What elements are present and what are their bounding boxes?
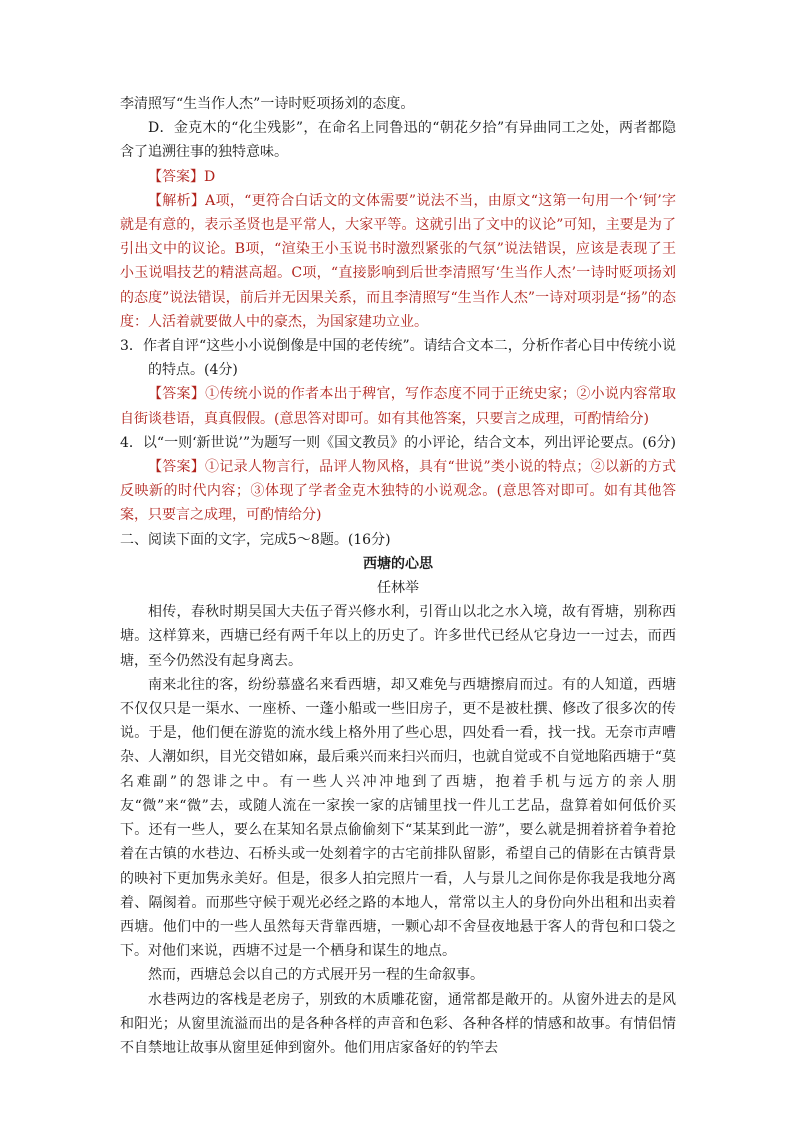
paragraph-continuation: 李清照写“生当作人杰”一诗时贬项扬刘的态度。 xyxy=(120,96,415,112)
answer-3: 【答案】①传统小说的作者本出于稗官，写作态度不同于正统史家；②小说内容常取自街谈巷语，真真假假。(意思答对即可。如有其他答案，只要言之成理，可酌情给分) xyxy=(120,386,676,427)
article-paragraph-2: 南来北往的客，纷纷慕盛名来看西塘，却又难免与西塘擦肩而过。有的人知道，西塘不仅仅只是一渠水、一座桥、一蓬小船或一些旧房子，更不是被杜撰、修改了很多次的传说。于是，他们便在游览的流水线上格外用了些心思，四处看一看，找一找。无奈市声嘈杂、人潮如织，目光交错如麻，最后乘兴而来扫兴而归，也就自觉或不自觉地陷西塘于“莫名难副”的怨诽之中。有一些人兴冲冲地到了西塘，抱着手机与远方的亲人朋友“微”来“微”去，或随人流在一家挨一家的店铺里找一件儿工艺品，盘算着如何低价买下。还有一些人，要么在某知名景点偷偷刻下“某某到此一游”，要么就是拥着挤着争着抢着在古镇的水巷边、石桥头或一处刻着字的古宅前排队留影，希望自己的倩影在古镇背景的映衬下更加隽永美好。但是，很多人拍完照片一看，人与景儿之间你是你我是我地分离着、隔阂着。而那些守候于观光必经之路的本地人，常常以主人的身份向外出租和出卖着西塘。他们中的一些人虽然每天背靠西塘，一颗心却不舍昼夜地悬于客人的背包和口袋之下。对他们来说，西塘不过是一个栖身和谋生的地点。 xyxy=(120,676,676,960)
document-page xyxy=(120,92,676,1060)
answer-2: 【答案】D xyxy=(148,168,216,185)
section-heading: 二、阅读下面的文字，完成5～8题。(16分) xyxy=(120,531,391,548)
option-d: D．金克木的“化尘残影”，在命名上同鲁迅的“朝花夕拾”有异曲同工之处，两者都隐含了追溯往事的独特意味。 xyxy=(120,120,676,161)
article-paragraph-3: 然而，西塘总会以自己的方式展开另一程的生命叙事。 xyxy=(148,967,484,984)
question-4: 4．以“一则‘新世说’”为题写一则《国文教员》的小评论，结合文本，列出评论要点。(6分) xyxy=(120,434,676,451)
question-3: 3．作者自评“这些小小说倒像是中国的老传统”。请结合文本二，分析作者心目中传统小说的特点。(4分) xyxy=(120,338,676,379)
article-paragraph-4: 水巷两边的客栈是老房子，别致的木质雕花窗，通常都是敞开的。从窗外进去的是风和阳光；从窗里流溢而出的是各种各样的声音和色彩、各种各样的情感和故事。有情侣情不自禁地让故事从窗里延伸到窗外。他们用店家备好的钓竿去 xyxy=(120,991,676,1056)
article-author: 任林举 xyxy=(377,580,419,597)
answer-4: 【答案】①记录人物言行，品评人物风格，具有“世说”类小说的特点；②以新的方式反映新的时代内容；③体现了学者金克木独特的小说观念。(意思答对即可。如有其他答案，只要言之成理，可酌情给分) xyxy=(120,459,676,524)
article-title: 西塘的心思 xyxy=(363,555,433,572)
analysis-2: 【解析】A项，“更符合白话文的文体需要”说法不当，由原文“这第一句用一个‘钶’字就是有意的，表示圣贤也是平常人，大家平等。这就引出了文中的议论”可知，主要是为了引出文中的议论。B项，“渲染王小玉说书时激烈紧张的气氛”说法错误，应该是表现了王小玉说唱技艺的精湛高超。C项，“直接影响到后世李清照写‘生当作人杰’一诗时贬项扬刘的态度”说法错误，前后并无因果关系，而且李清照写“生当作人杰”一诗对项羽是“扬”的态度：人活着就要做人中的豪杰，为国家建功立业。 xyxy=(120,192,676,330)
article-paragraph-1: 相传，春秋时期吴国大夫伍子胥兴修水利，引胥山以北之水入境，故有胥塘，别称西塘。这样算来，西塘已经有两千年以上的历史了。许多世代已经从它身边一一过去，而西塘，至今仍然没有起身离去。 xyxy=(120,604,676,669)
